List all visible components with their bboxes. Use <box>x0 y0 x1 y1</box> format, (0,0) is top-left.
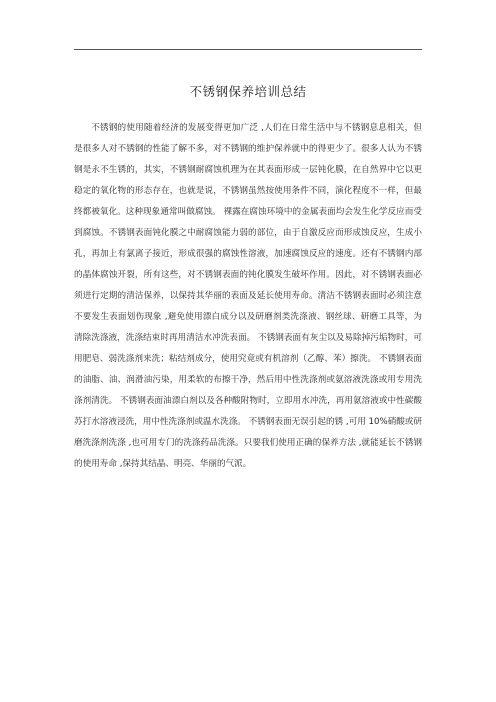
document-body <box>74 118 422 475</box>
body-paragraph: 不锈钢的使用随着经济的发展变得更加广泛 ,人们在日常生活中与不锈钢息息相关，但是很多人对不锈钢的性能了解不多，对不锈钢的维护保养就中的得更少了。很多人认为不锈钢是永不生锈的，其实，不锈钢耐腐蚀机理为在其表面形成一层钝化膜，在自然界中它以更稳定的氧化物的形态存在，也就是说，不锈钢虽然按使用条件不同，演化程度不一样，但最终都被氧化。这种现象通常叫做腐蚀。 裸露在腐蚀环境中的金属表面均会发生化学反应而受到腐蚀。不锈钢表面钝化膜之中耐腐蚀能力弱的部位，由于自激反应而形成蚀反应，生成小孔，再加上有氯离子接近，形成很强的腐蚀性溶液，加速腐蚀反应的速度。还有不锈钢内部的晶体腐蚀开裂，所有这些，对不锈钢表面的钝化膜发生破坏作用。因此，对不锈钢表面必须进行定期的清洁保养，以保持其华丽的表面及延长使用寿命。清洁不锈钢表面时必须注意不要发生表面划伤现象 ,避免使用漂白成分以及研磨剂类洗涤液、钢丝球、研磨工具等，为清除洗涤液，洗涤结束时再用清洁水冲洗表面。 不锈钢表面有灰尘以及易除掉污垢物时，可用肥皂、弱洗涤剂来洗；粘结剂成分，使用究竟或有机溶剂（乙醇、苯）擦洗。 不锈钢表面的油脂、油、润滑油污染，用柔软的布擦干净，然后用中性洗涤剂或氨溶液洗涤或用专用洗涤剂清洗。 不锈钢表面油漂白剂以及各种酸附物时，立即用水冲洗，再用氨溶液或中性碳酸苏打水溶液浸洗，用中性洗涤剂或温水洗涤。 不锈钢表面无误引起的锈 ,可用 10%硝酸或研磨洗涤剂洗涤 ,也可用专门的洗涤药品洗涤。只要我们使用正确的保养方法 ,就能延长不锈钢的使用寿命 ,保持其结晶、明亮、华丽的气派。 <box>74 123 422 469</box>
document-title: 不锈钢保养培训总结 <box>189 84 307 99</box>
header-rule <box>74 49 422 50</box>
